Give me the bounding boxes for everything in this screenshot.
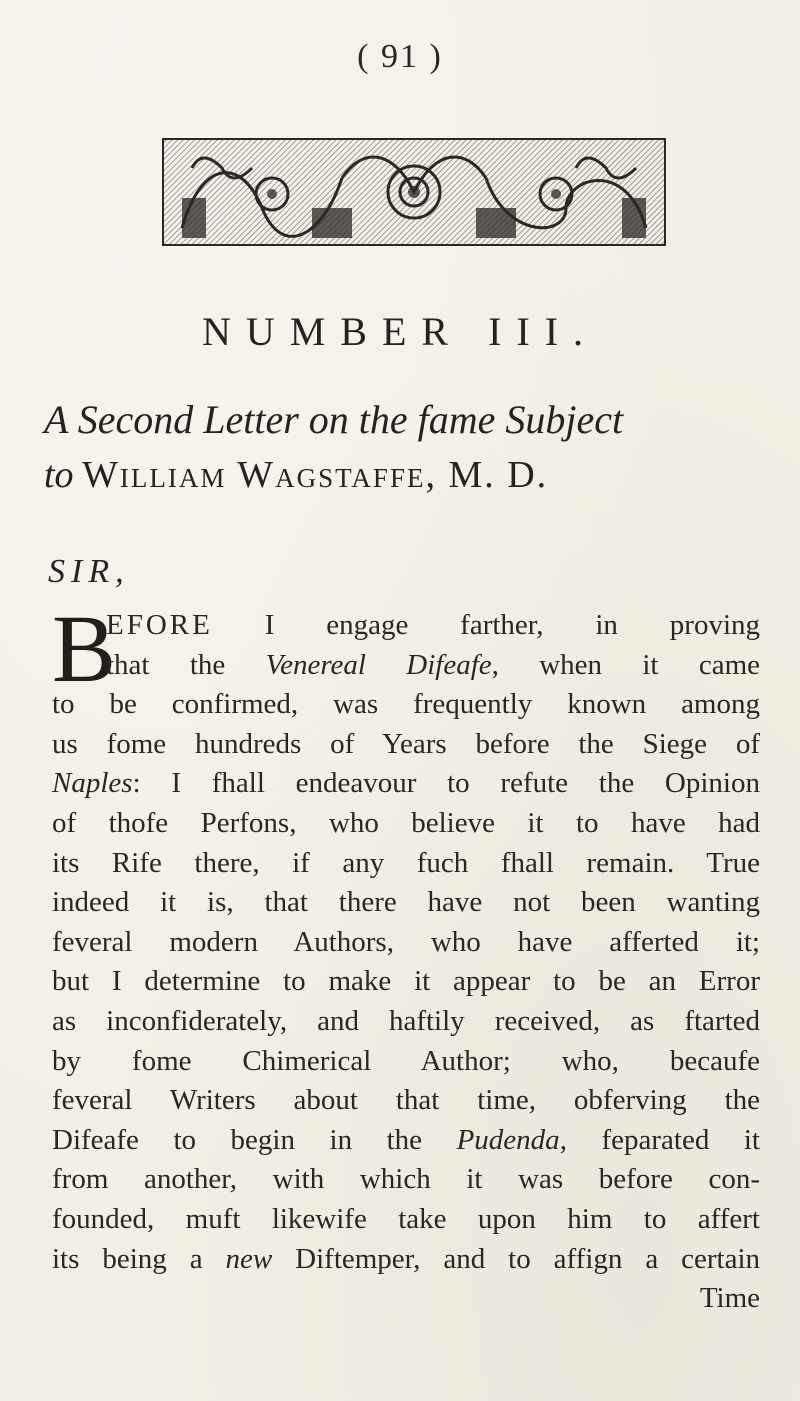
text-run: , when it came — [491, 648, 760, 681]
text-line — [52, 606, 760, 646]
text-run: as inconfiderately, and haftily received, as ftarted — [52, 1004, 760, 1037]
text-run: its Rife there, if any fuch fhall remain. True — [52, 846, 760, 879]
drop-cap: B — [52, 595, 117, 702]
body-paragraph — [52, 595, 761, 1319]
catchword: Time — [699, 1282, 760, 1315]
text-line — [52, 1042, 760, 1082]
text-line — [52, 804, 760, 844]
text-line — [52, 725, 760, 765]
section-heading: NUMBER III. — [201, 309, 599, 354]
first-word-rest: EFORE — [106, 609, 213, 641]
letter-title: A Second Letter on the fame Subject — [44, 397, 624, 442]
italic-phrase: new — [225, 1242, 273, 1275]
text-line — [52, 1002, 760, 1042]
text-run: feveral modern Authors, who have afferted it; — [52, 925, 760, 958]
text-line — [52, 685, 760, 725]
salutation: SIR, — [48, 553, 130, 590]
text-run: but I determine to make it appear to be an Error — [52, 965, 760, 998]
text-line — [52, 962, 760, 1002]
text-run: that the — [106, 648, 266, 681]
text-line — [52, 923, 760, 963]
text-run: from another, with which it was before con- — [52, 1163, 760, 1196]
page-number: ( 91 ) — [357, 38, 443, 75]
letter-addressee — [44, 453, 764, 497]
text-line — [52, 1081, 760, 1121]
italic-phrase: Naples — [52, 767, 133, 800]
text-line — [52, 1160, 760, 1200]
text-run: , feparated it — [559, 1123, 760, 1156]
text-run: us fome hundreds of Years before the Siege of — [52, 727, 760, 760]
addressee-name: William Wagstaffe, M. D. — [82, 454, 549, 496]
text-run: founded, muft likewife take upon him to affert — [52, 1202, 760, 1235]
text-run: indeed it is, that there have not been wanting — [52, 886, 760, 919]
ornamental-headpiece-icon — [162, 138, 666, 246]
italic-phrase: Pudenda — [456, 1123, 560, 1156]
text-line — [52, 764, 760, 804]
text-line — [52, 1200, 760, 1240]
text-run: Difeafe to begin in the — [52, 1123, 457, 1156]
addressee-prefix: to — [44, 454, 74, 496]
text-run: : I fhall endeavour to refute the Opinion — [132, 767, 760, 800]
text-run: of thofe Perfons, who believe it to have had — [52, 806, 760, 839]
text-line — [52, 646, 760, 686]
text-line — [52, 1121, 760, 1161]
text-run: its being a — [52, 1242, 226, 1275]
text-run: feveral Writers about that time, obferving the — [52, 1084, 760, 1117]
text-run: to be confirmed, was frequently known among — [52, 688, 760, 721]
text-line — [52, 883, 760, 923]
text-run: I engage farther, in proving — [212, 609, 760, 641]
text-line — [52, 844, 760, 884]
text-run: Diftemper, and to affign a certain — [272, 1242, 761, 1275]
italic-phrase: Venereal Difeafe — [265, 648, 492, 681]
text-run: by fome Chimerical Author; who, becaufe — [52, 1044, 760, 1077]
text-line — [52, 1240, 760, 1280]
